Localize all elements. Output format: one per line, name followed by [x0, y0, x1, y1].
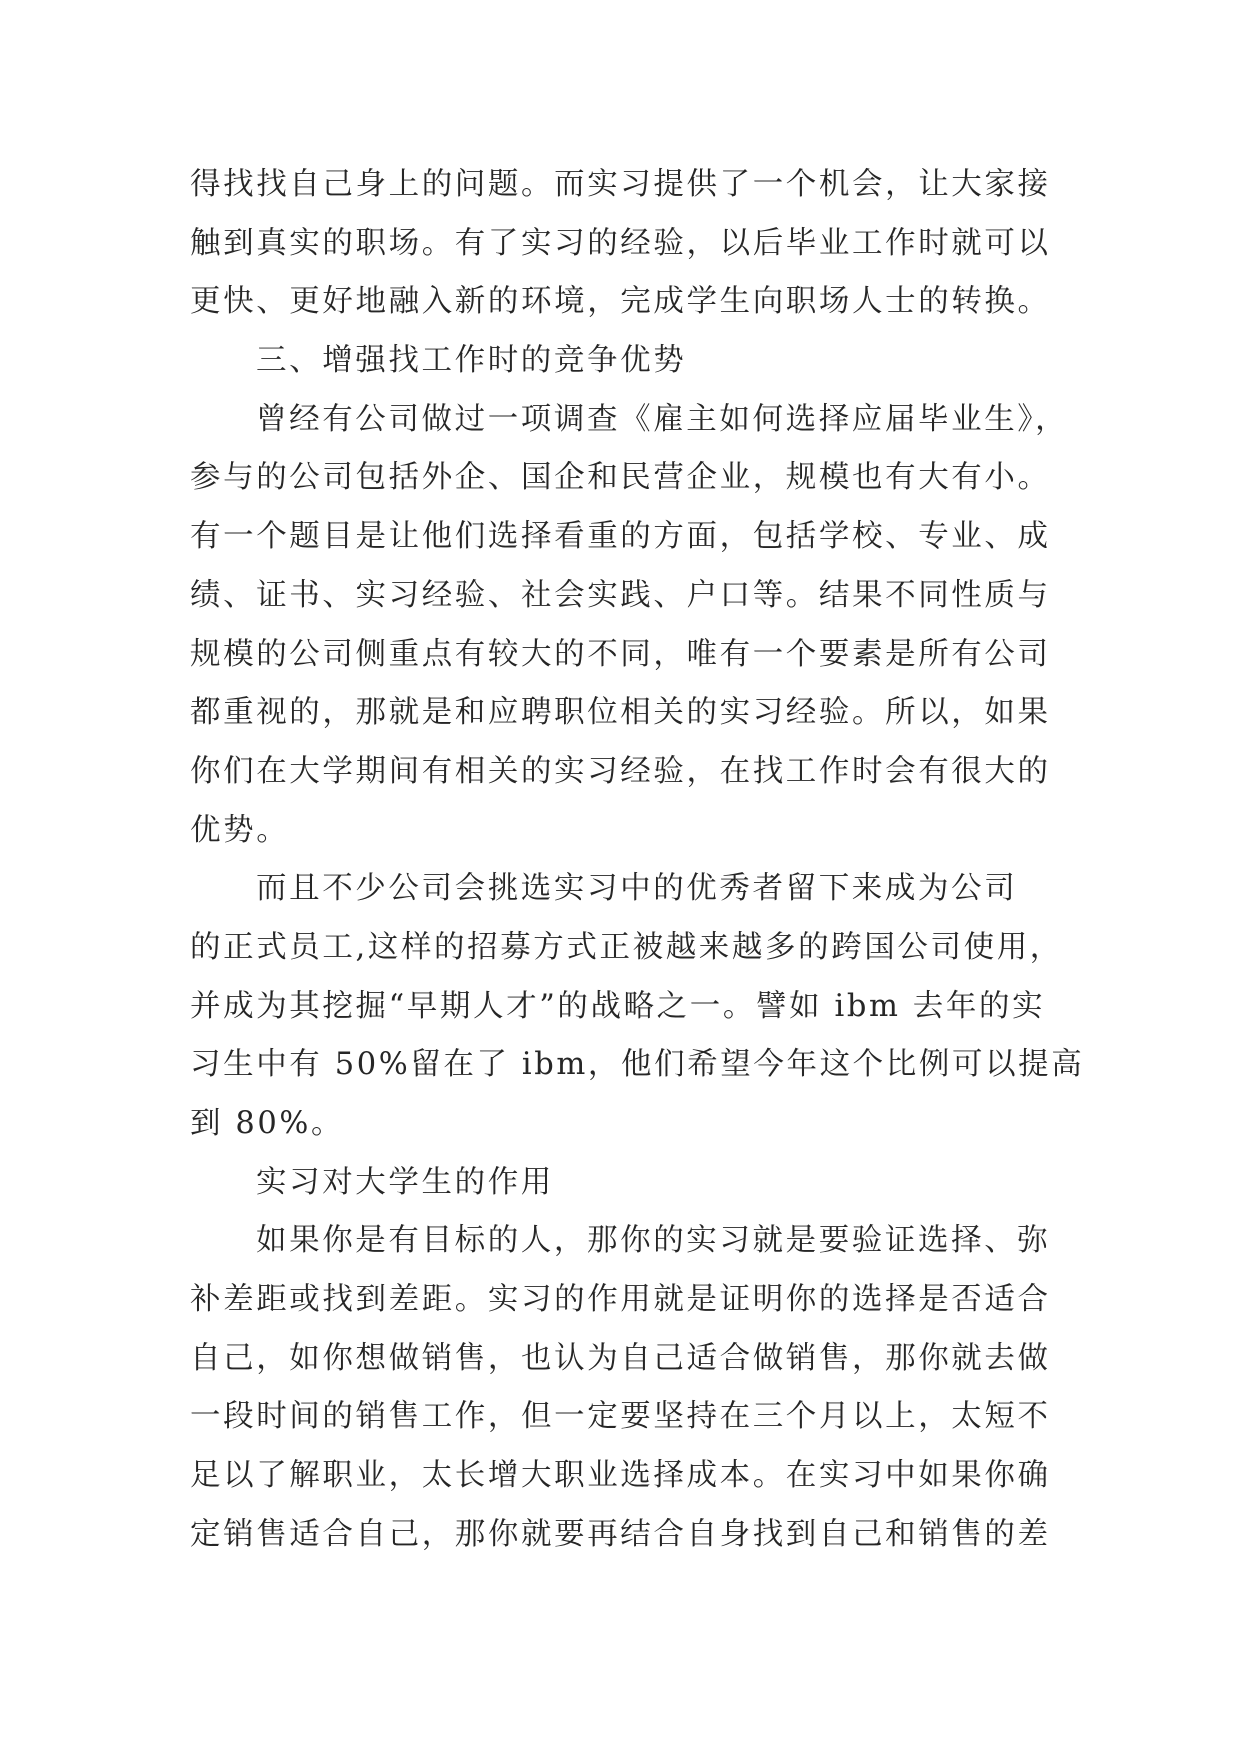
text-line: 优势。	[190, 812, 290, 848]
text-line: 定销售适合自己，那你就要再结合自身找到自己和销售的差	[190, 1516, 1051, 1552]
text-line: 规模的公司侧重点有较大的不同，唯有一个要素是所有公司	[190, 636, 1051, 672]
text-line: 习生中有 50%留在了 ibm，他们希望今年这个比例可以提高	[190, 1047, 1085, 1083]
text-line: 的正式员工,这样的招募方式正被越来越多的跨国公司使用，	[190, 929, 1063, 965]
body-text	[190, 156, 1085, 1565]
text-line: 足以了解职业，太长增大职业选择成本。在实习中如果你确	[190, 1458, 1051, 1494]
text-line: 而且不少公司会挑选实习中的优秀者留下来成为公司	[256, 871, 1018, 907]
text-line: 都重视的，那就是和应聘职位相关的实习经验。所以，如果	[190, 695, 1051, 731]
text-line: 到 80%。	[190, 1106, 345, 1141]
text-line: 更快、更好地融入新的环境，完成学生向职场人士的转换。	[190, 284, 1051, 320]
text-line: 参与的公司包括外企、国企和民营企业，规模也有大有小。	[190, 460, 1051, 496]
section-heading: 三、增强找工作时的竞争优势	[256, 343, 687, 379]
text-line: 触到真实的职场。有了实习的经验，以后毕业工作时就可以	[190, 225, 1051, 261]
text-line: 有一个题目是让他们选择看重的方面，包括学校、专业、成	[190, 519, 1051, 555]
text-line: 绩、证书、实习经验、社会实践、户口等。结果不同性质与	[190, 577, 1051, 613]
text-line: 得找找自己身上的问题。而实习提供了一个机会，让大家接	[190, 167, 1051, 202]
text-line: 自己，如你想做销售，也认为自己适合做销售，那你就去做	[190, 1340, 1051, 1376]
text-line: 曾经有公司做过一项调查《雇主如何选择应届毕业生》，	[256, 401, 1069, 437]
text-line: 补差距或找到差距。实习的作用就是证明你的选择是否适合	[190, 1282, 1051, 1318]
text-line: 一段时间的销售工作，但一定要坚持在三个月以上，太短不	[190, 1399, 1051, 1435]
section-heading: 实习对大学生的作用	[256, 1164, 554, 1200]
text-line: 如果你是有目标的人，那你的实习就是要验证选择、弥	[256, 1223, 1051, 1259]
text-line: 并成为其挖掘“早期人才”的战略之一。譬如 ibm 去年的实	[190, 988, 1046, 1024]
text-line: 你们在大学期间有相关的实习经验，在找工作时会有很大的	[190, 753, 1051, 789]
